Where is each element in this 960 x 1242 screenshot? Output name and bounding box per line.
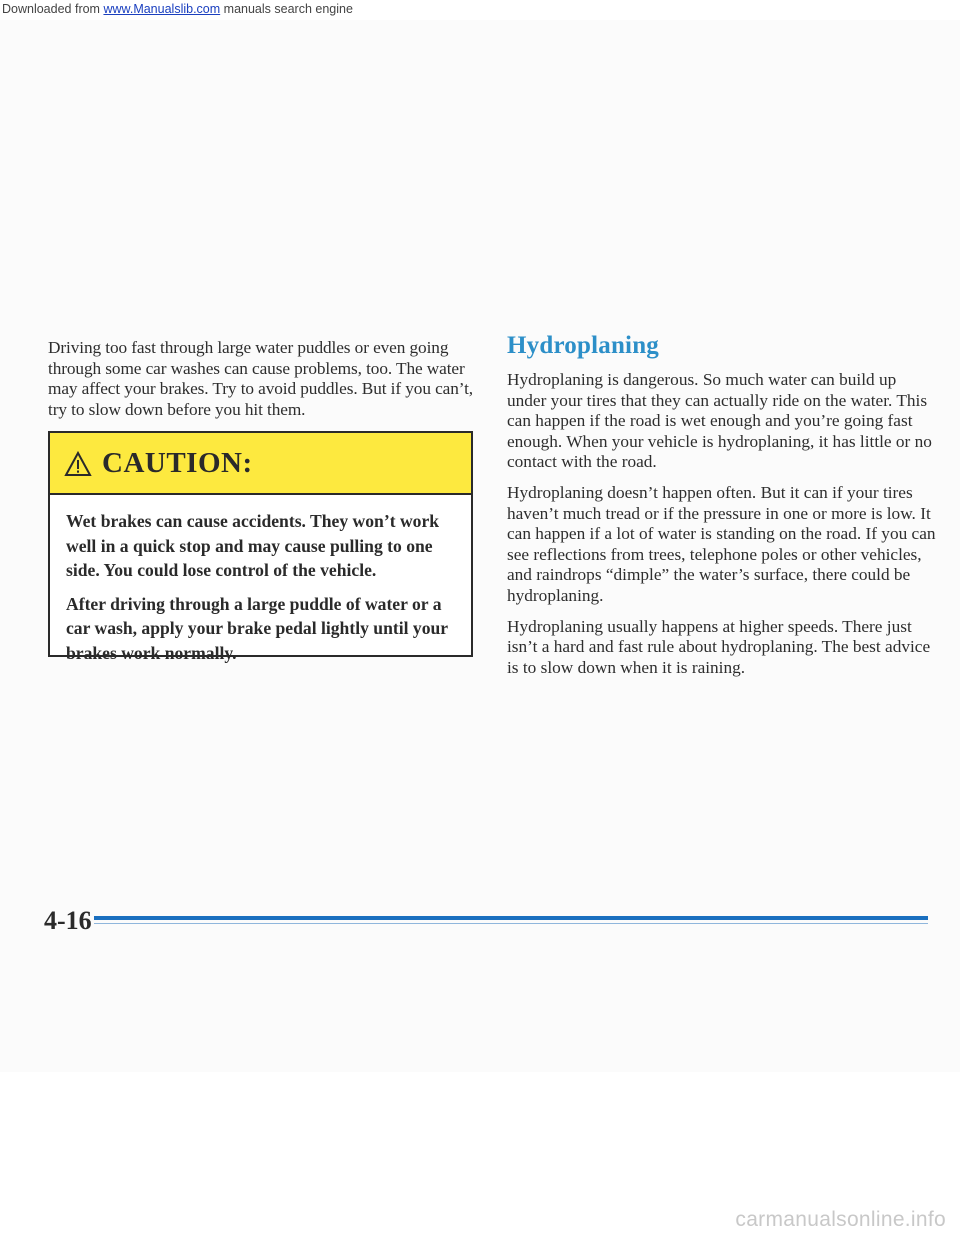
banner-suffix: manuals search engine [223, 2, 353, 16]
caution-title: CAUTION: [102, 446, 253, 479]
bottom-banner [0, 1072, 960, 1242]
caution-paragraph-2: After driving through a large puddle of water or a car wash, apply your brake pedal lightly until your brakes work normally. [66, 593, 448, 663]
watermark: carmanualsonline.info [735, 1208, 946, 1231]
footer-rule [94, 916, 928, 920]
intro-paragraph: Driving too fast through large water puddles or even going through some car washes can cause problems, too. The water may affect your brakes. Try to avoid puddles. But if you can’t, try to slow down before you hit them. [48, 338, 474, 419]
hydroplaning-paragraph-1: Hydroplaning is dangerous. So much water can build up under your tires that they can actually ride on the water. This can happen if the road is wet enough and you’re going fast enough. When your vehicle is hydroplaning, it has little or no contact with the road. [507, 370, 932, 472]
section-heading: Hydroplaning [507, 332, 659, 359]
hydroplaning-paragraph-2: Hydroplaning doesn’t happen often. But it can if your tires haven’t much tread or if the pressure in one or more is low. It can happen if a lot of water is standing on the road. If you can see reflections from trees, telephone poles or other vehicles, and raindrops “dimple” the water’s surface, there could be hydroplaning. [507, 482, 936, 605]
footer-rule-thin [94, 923, 928, 924]
right-column [507, 330, 937, 688]
caution-box [48, 431, 473, 663]
caution-header [50, 433, 471, 495]
warning-triangle-icon [64, 451, 92, 477]
left-column [48, 338, 476, 430]
banner-prefix: Downloaded from [2, 2, 100, 16]
page-number: 4-16 [44, 906, 92, 935]
hydroplaning-paragraph-3: Hydroplaning usually happens at higher speeds. There just isn’t a hard and fast rule about hydroplaning. The best advice is to slow down when it is raining. [507, 616, 931, 677]
manualslib-link[interactable]: www.Manualslib.com [103, 2, 221, 16]
caution-body [50, 495, 471, 665]
download-banner [0, 0, 960, 20]
caution-paragraph-1: Wet brakes can cause accidents. They won’t work well in a quick stop and may cause pulling to one side. You could lose control of the vehicle. [66, 511, 440, 580]
